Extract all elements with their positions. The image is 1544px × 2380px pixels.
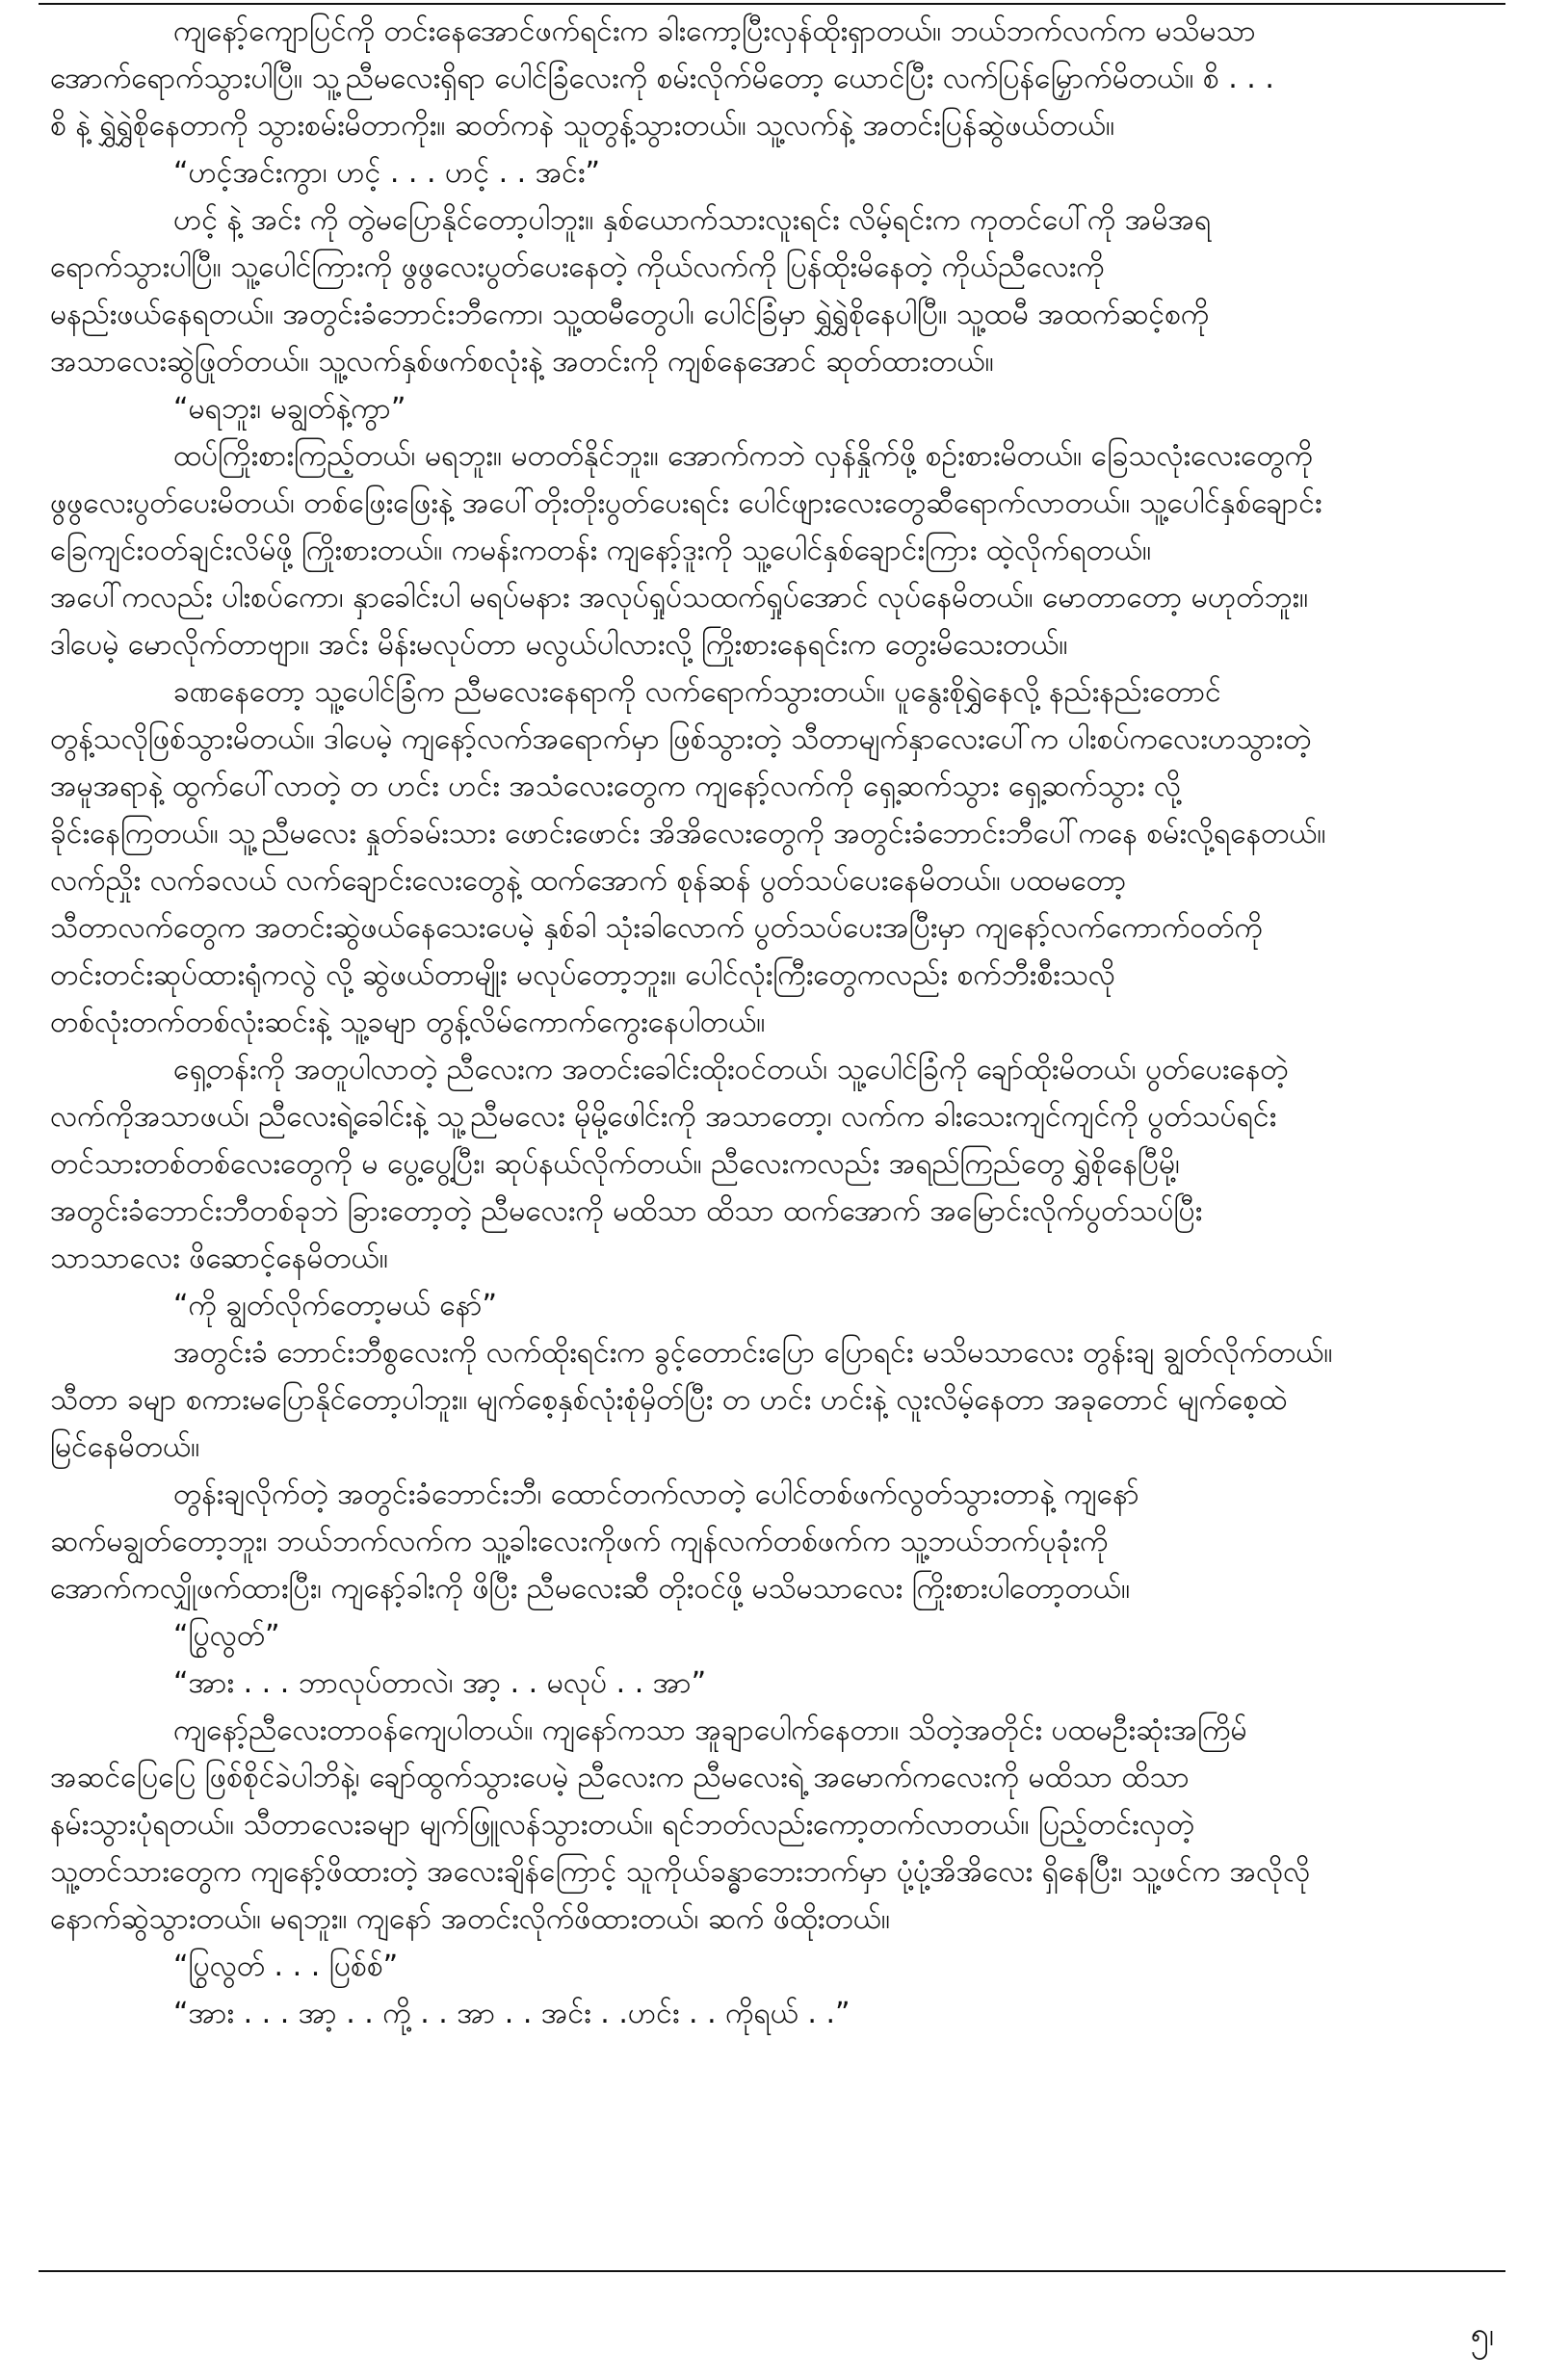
bottom-rule — [39, 2270, 1505, 2272]
text-line: သီတာ ခမျာ စကားမပြောနိုင်တော့ပါဘူး။ မျက်စေ့နှစ်လုံးစုံမှိတ်ပြီး တ ဟင်း ဟင်းနဲ့ လူးလိမ့်နေတာ အခုတောင် မျက်စေ့ထဲ — [50, 1383, 1288, 1417]
text-line: လက်ကိုအသာဖယ်၊ ညီလေးရဲ့ခေါင်းနဲ့ သူ့ညီမလေး မိုမို့ဖေါင်းကို အသာတော့၊ လက်က ခါးသေးကျင်ကျင်ကို ပွတ်သပ်ရင်း — [50, 1100, 1277, 1134]
text-line: “ပြွလွတ် . . . ပြစ်စ်” — [173, 1949, 399, 1983]
text-line: အပေါ်ကလည်း ပါးစပ်ကော၊ နှာခေါင်းပါ မရပ်မနား အလုပ်ရှုပ်သထက်ရှုပ်အောင် လုပ်နေမိတယ်။ မောတာတော့ မဟုတ်ဘူး။ — [50, 581, 1309, 615]
text-line: ဒါပေမဲ့ မောလိုက်တာဗျာ။ အင်း မိန်းမလုပ်တာ မလွယ်ပါလားလို့ ကြိုးစားနေရင်းက တွေးမိသေးတယ်။ — [50, 628, 1068, 662]
text-line: ဖွဖွလေးပွတ်ပေးမိတယ်၊ တစ်ဖြေးဖြေးနဲ့ အပေါ်တိုးတိုးပွတ်ပေးရင်း ပေါင်ဖျားလေးတွေဆီရောက်လာတယ်။ သူ့ပေါင်နှစ်ချောင်း — [50, 486, 1322, 520]
text-line: အောက်ကလျှိုဖက်ထားပြီး၊ ကျနော့်ခါးကို ဖိပြီး ညီမလေးဆီ တိုးဝင်ဖို့ မသိမသာလေး ကြိုးစားပါတော့တယ်။ — [50, 1572, 1131, 1606]
text-line: အတွင်းခံ ဘောင်းဘီစွလေးကို လက်ထိုးရင်းက ခွင့်တောင်းပြော ပြောရင်း မသိမသာလေး တွန်းချ ချွတ်လိုက်တယ်။ — [173, 1336, 1333, 1370]
text-line: “ကို ချွတ်လိုက်တော့မယ် နော်” — [173, 1289, 498, 1322]
text-line: ရှေ့တန်းကို အတူပါလာတဲ့ ညီလေးက အတင်းခေါင်းထိုးဝင်တယ်၊ သူ့ပေါင်ခြံကို ချော်ထိုးမိတယ်၊ ပွတ်ပေးနေတဲ့ — [173, 1053, 1289, 1086]
text-line: ခိုင်းနေကြတယ်။ သူ့ညီမလေး နှုတ်ခမ်းသား ဖောင်းဖောင်း အိအိလေးတွေကို အတွင်းခံဘောင်းဘီပေါ်ကနေ စမ်းလို့ရနေတယ်။ — [50, 817, 1326, 850]
text-line: ခဏနေတော့ သူ့ပေါင်ခြံက ညီမလေးနေရာကို လက်ရောက်သွားတယ်။ ပူနွေးစိုရွှဲနေလို့ နည်းနည်းတောင် — [173, 675, 1221, 709]
text-line: သူ့တင်သားတွေက ကျနော့်ဖိထားတဲ့ အလေးချိန်ကြောင့် သူကိုယ်ခန္ဓာဘေးဘက်မှာ ပုံ့ပုံ့အိအိလေး ရှိနေပြီး၊ သူ့ဖင်က အလိုလို — [50, 1855, 1311, 1889]
text-line: “ပြွလွတ်” — [173, 1619, 280, 1653]
text-line: တစ်လုံးတက်တစ်လုံးဆင်းနဲ့ သူ့ခမျာ တွန့်လိမ်ကောက်ကွေးနေပါတယ်။ — [50, 1006, 766, 1039]
text-line: အတွင်းခံဘောင်းဘီတစ်ခုဘဲ ခြားတော့တဲ့ ညီမလေးကို မထိသာ ထိသာ ထက်အောက် အမြောင်းလိုက်ပွတ်သပ်ပြီး — [50, 1194, 1203, 1228]
text-line: ခြေကျင်းဝတ်ချင်းလိမ်ဖို့ ကြိုးစားတယ်။ ကမန်းကတန်း ကျနော့်ဒူးကို သူ့ပေါင်နှစ်ချောင်းကြား ထဲ့လိုက်ရတယ်။ — [50, 534, 1152, 567]
text-line: “အား . . . အာ့ . . ကို့ . . အာ . . အင်း . .ဟင်း . . ကိုရယ် . .” — [173, 1997, 851, 2030]
text-line: နမ်းသွားပုံရတယ်။ သီတာလေးခမျာ မျက်ဖြူလန်သွားတယ်။ ရင်ဘတ်လည်းကော့တက်လာတယ်။ ပြည့်တင်းလှတဲ့ — [50, 1808, 1194, 1842]
text-line: “မရဘူး၊ မချွတ်နဲ့ကွာ” — [173, 392, 406, 426]
text-line: မြင်နေမိတယ်။ — [50, 1430, 200, 1464]
text-line: လက်ညှိုး လက်ခလယ် လက်ချောင်းလေးတွေနဲ့ ထက်အောက် စုန်ဆန် ပွတ်သပ်ပေးနေမိတယ်။ ပထမတော့ — [50, 864, 1127, 898]
text-line: တွန့်သလိုဖြစ်သွားမိတယ်။ ဒါပေမဲ့ ကျနော့်လက်အရောက်မှာ ဖြစ်သွားတဲ့ သီတာမျက်နှာလေးပေါ်က ပါးစပ်ကလေးဟသွားတဲ့ — [50, 722, 1312, 756]
text-line: အသာလေးဆွဲဖြုတ်တယ်။ သူ့လက်နှစ်ဖက်စလုံးနဲ့ အတင်းကို ကျစ်နေအောင် ဆုတ်ထားတယ်။ — [50, 345, 994, 379]
text-line: တင်းတင်းဆုပ်ထားရုံကလွဲ လို့ ဆွဲဖယ်တာမျိုး မလုပ်တော့ဘူး။ ပေါင်လုံးကြီးတွေကလည်း စက်ဘီးစီးသလို — [50, 958, 1115, 992]
text-line: အောက်ရောက်သွားပါပြီ။ သူ့ညီမလေးရှိရာ ပေါင်ခြံလေးကို စမ်းလိုက်မိတော့ ယောင်ပြီး လက်ပြန်မြှောက်မိတယ်။ စိ . . . — [50, 62, 1274, 95]
body-text — [50, 8, 1495, 2037]
text-line: ဆက်မချွတ်တော့ဘူး၊ ဘယ်ဘက်လက်က သူ့ခါးလေးကိုဖက် ကျန်လက်တစ်ဖက်က သူ့ဘယ်ဘက်ပုခုံးကို — [50, 1525, 1109, 1558]
page-number: ၅၊ — [1470, 2315, 1494, 2354]
text-line: မနည်းဖယ်နေရတယ်။ အတွင်းခံဘောင်းဘီကော၊ သူ့ထမီတွေပါ၊ ပေါင်ခြံမှာ ရွှဲရွှဲစိုနေပါပြီ။ သူ့ထမီ အထက်ဆင့်စကို — [50, 298, 1210, 331]
text-line: ထပ်ကြိုးစားကြည့်တယ်၊ မရဘူး။ မတတ်နိုင်ဘူး။ အောက်ကဘဲ လှန်နှိုက်ဖို့ စဉ်းစားမိတယ်။ ခြေသလုံးလေးတွေကို — [173, 439, 1314, 473]
text-line: တွန်းချလိုက်တဲ့ အတွင်းခံဘောင်းဘီ၊ ထောင်တက်လာတဲ့ ပေါင်တစ်ဖက်လွတ်သွားတာနဲ့ ကျနော် — [173, 1478, 1139, 1511]
text-line: သီတာလက်တွေက အတင်းဆွဲဖယ်နေသေးပေမဲ့ နှစ်ခါ သုံးခါလောက် ပွတ်သပ်ပေးအပြီးမှာ ကျနော့်လက်ကောက်ဝတ်ကို — [50, 911, 1263, 945]
text-line: ကျနော့်ကျောပြင်ကို တင်းနေအောင်ဖက်ရင်းက ခါးကော့ပြီးလှန်ထိုးရှာတယ်။ ဘယ်ဘက်လက်က မသိမသာ — [173, 14, 1256, 48]
top-rule — [39, 3, 1505, 5]
text-line: နောက်ဆွဲသွားတယ်။ မရဘူး။ ကျနော် အတင်းလိုက်ဖိထားတယ်၊ ဆက် ဖိထိုးတယ်။ — [50, 1902, 890, 1936]
text-line: စိ နဲ့ ရွှဲရွှဲစိုနေတာကို သွားစမ်းမိတာကိုး။ ဆတ်ကနဲ သူတွန့်သွားတယ်။ သူ့လက်နဲ့ အတင်းပြန်ဆွဲဖယ်တယ်။ — [50, 109, 1115, 143]
text-line: ကျနော့်ညီလေးတာဝန်ကျေပါတယ်။ ကျနော်ကသာ အူချာပေါက်နေတာ။ သိတဲ့အတိုင်း ပထမဦးဆုံးအကြိမ် — [173, 1713, 1247, 1747]
text-line: သာသာလေး ဖိဆောင့်နေမိတယ်။ — [50, 1242, 388, 1275]
text-line: ရောက်သွားပါပြီ။ သူ့ပေါင်ကြားကို ဖွဖွလေးပွတ်ပေးနေတဲ့ ကိုယ်လက်ကို ပြန်ထိုးမိနေတဲ့ ကိုယ်ညီလေးကို — [50, 250, 1105, 284]
text-line: “ဟင့်အင်းကွာ၊ ဟင့် . . . ဟင့် . . အင်း” — [173, 156, 601, 190]
text-line: တင်သားတစ်တစ်လေးတွေကို မ ပွေ့ပွေ့ပြီး၊ ဆုပ်နယ်လိုက်တယ်။ ညီလေးကလည်း အရည်ကြည်တွေ ရွှဲစိုနေပြီမို့၊ — [50, 1147, 1180, 1181]
text-line: အဆင်ပြေပြေ ဖြစ်စိုင်ခဲပါဘိနဲ့၊ ချော်ထွက်သွားပေမဲ့ ညီလေးက ညီမလေးရဲ့ အမောက်ကလေးကို မထိသာ ထိသာ — [50, 1761, 1190, 1794]
text-line: အမူအရာနဲ့ ထွက်ပေါ်လာတဲ့ တ ဟင်း ဟင်း အသံလေးတွေက ကျနော့်လက်ကို ရှေ့ဆက်သွား ရှေ့ဆက်သွား လို့ — [50, 770, 1181, 803]
text-line: ဟင့် နဲ့ အင်း ကို တွဲမပြောနိုင်တော့ပါဘူး။ နှစ်ယောက်သားလူးရင်း လိမ့်ရင်းက ကုတင်ပေါ်ကို အမိအရ — [173, 203, 1212, 237]
text-line: “အား . . . ဘာလုပ်တာလဲ၊ အာ့ . . မလုပ် . . အာ” — [173, 1666, 707, 1700]
